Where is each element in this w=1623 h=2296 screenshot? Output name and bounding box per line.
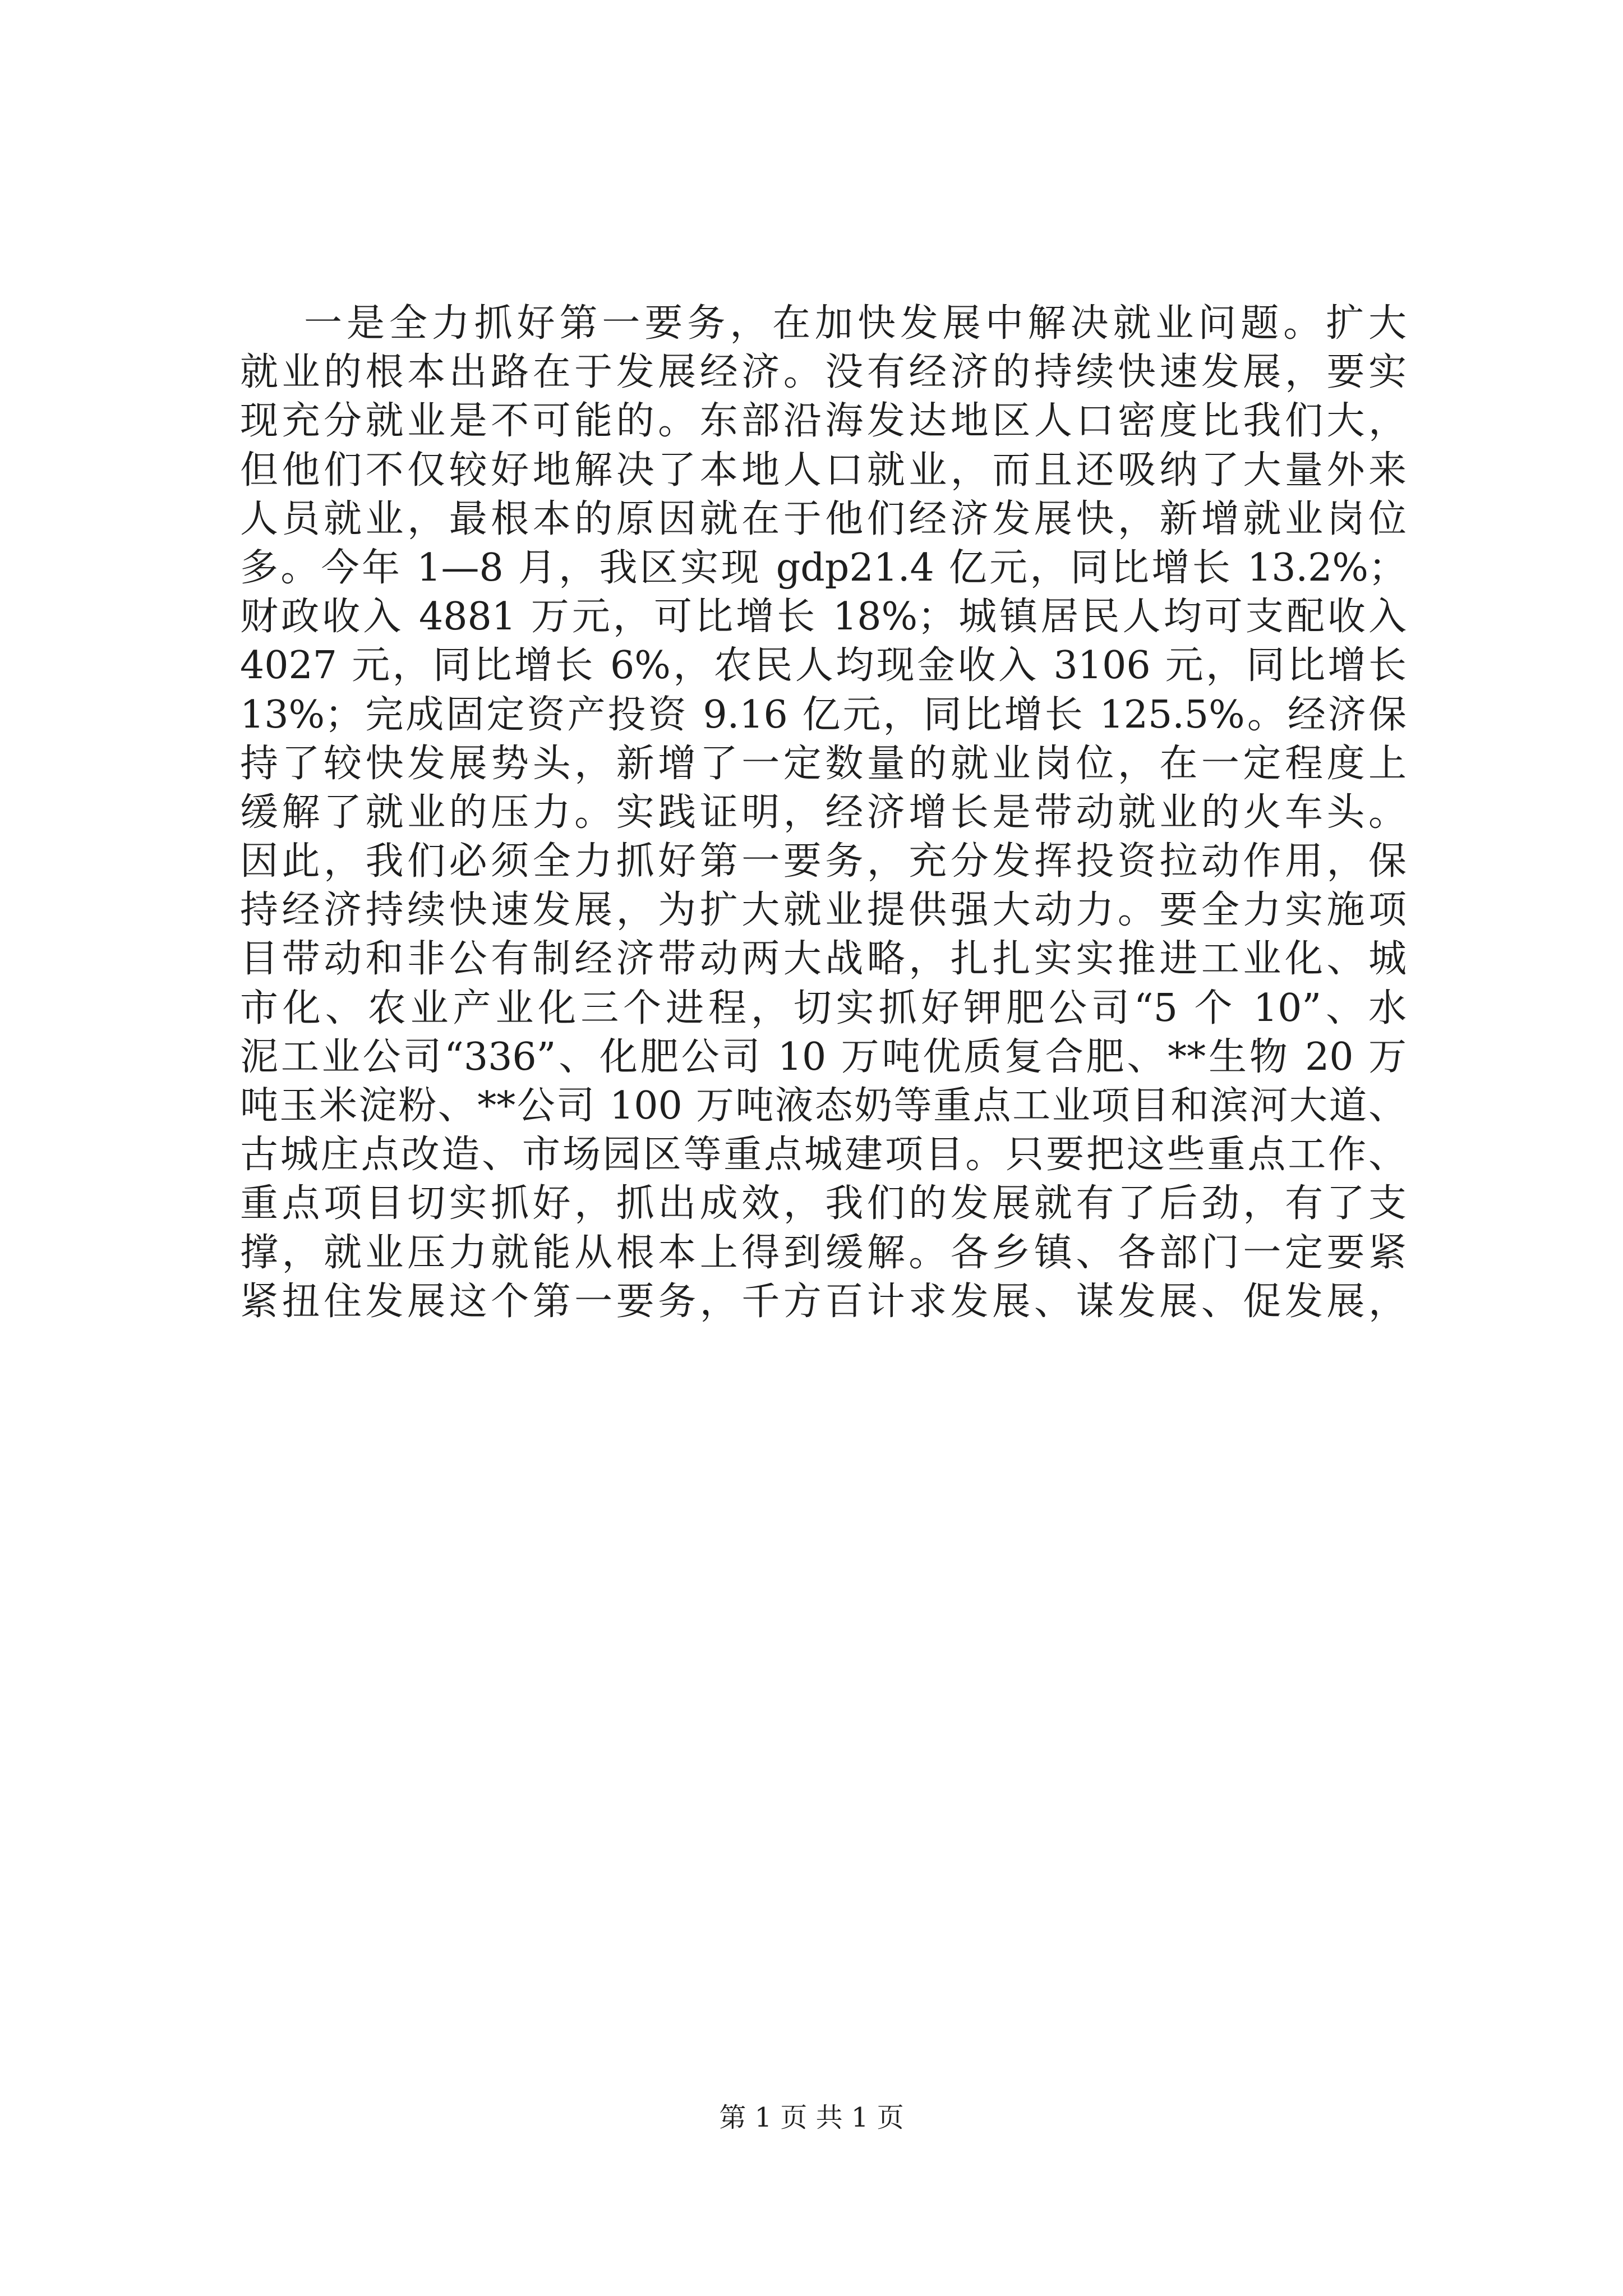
paragraph-line: 持了较快发展势头，新增了一定数量的就业岗位，在一定程度上 bbox=[240, 741, 1407, 786]
paragraph-line: 4027 元，同比增长 6%，农民人均现金收入 3106 元，同比增长 bbox=[240, 643, 1407, 688]
paragraph-line: 泥工业公司“336”、化肥公司 10 万吨优质复合肥、**生物 20 万 bbox=[240, 1034, 1407, 1079]
paragraph-line: 因此，我们必须全力抓好第一要务，充分发挥投资拉动作用，保 bbox=[240, 839, 1407, 884]
paragraph-line: 目带动和非公有制经济带动两大战略，扎扎实实推进工业化、城 bbox=[240, 937, 1407, 982]
paragraph-line: 多。今年 1—8 月，我区实现 gdp21.4 亿元，同比增长 13.2%； bbox=[240, 545, 1407, 590]
paragraph-line: 缓解了就业的压力。实践证明，经济增长是带动就业的火车头。 bbox=[240, 790, 1407, 835]
paragraph-line: 市化、农业产业化三个进程，切实抓好钾肥公司“5 个 10”、水 bbox=[240, 986, 1407, 1030]
paragraph-line: 撑，就业压力就能从根本上得到缓解。各乡镇、各部门一定要紧 bbox=[240, 1230, 1407, 1275]
paragraph-line: 吨玉米淀粉、**公司 100 万吨液态奶等重点工业项目和滨河大道、 bbox=[240, 1084, 1407, 1128]
page-footer bbox=[0, 2101, 1623, 2134]
paragraph-line: 人员就业，最根本的原因就在于他们经济发展快，新增就业岗位 bbox=[240, 496, 1407, 541]
paragraph-line: 但他们不仅较好地解决了本地人口就业，而且还吸纳了大量外来 bbox=[240, 448, 1407, 493]
paragraph-line: 财政收入 4881 万元，可比增长 18%；城镇居民人均可支配收入 bbox=[240, 595, 1407, 639]
paragraph-line: 持经济持续快速发展，为扩大就业提供强大动力。要全力实施项 bbox=[240, 888, 1407, 933]
paragraph-line: 13%；完成固定资产投资 9.16 亿元，同比增长 125.5%。经济保 bbox=[240, 692, 1407, 737]
body-paragraph bbox=[240, 299, 1407, 1326]
paragraph-line: 就业的根本出路在于发展经济。没有经济的持续快速发展，要实 bbox=[240, 350, 1407, 395]
paragraph-line: 古城庄点改造、市场园区等重点城建项目。只要把这些重点工作、 bbox=[240, 1133, 1407, 1177]
paragraph-line: 紧扭住发展这个第一要务，千方百计求发展、谋发展、促发展， bbox=[240, 1279, 1407, 1324]
paragraph-line: 现充分就业是不可能的。东部沿海发达地区人口密度比我们大， bbox=[240, 399, 1407, 444]
paragraph-line: 一是全力抓好第一要务，在加快发展中解决就业问题。扩大 bbox=[304, 301, 1407, 346]
paragraph-line: 重点项目切实抓好，抓出成效，我们的发展就有了后劲，有了支 bbox=[240, 1181, 1407, 1226]
page-number: 第 1 页 共 1 页 bbox=[719, 2102, 904, 2133]
